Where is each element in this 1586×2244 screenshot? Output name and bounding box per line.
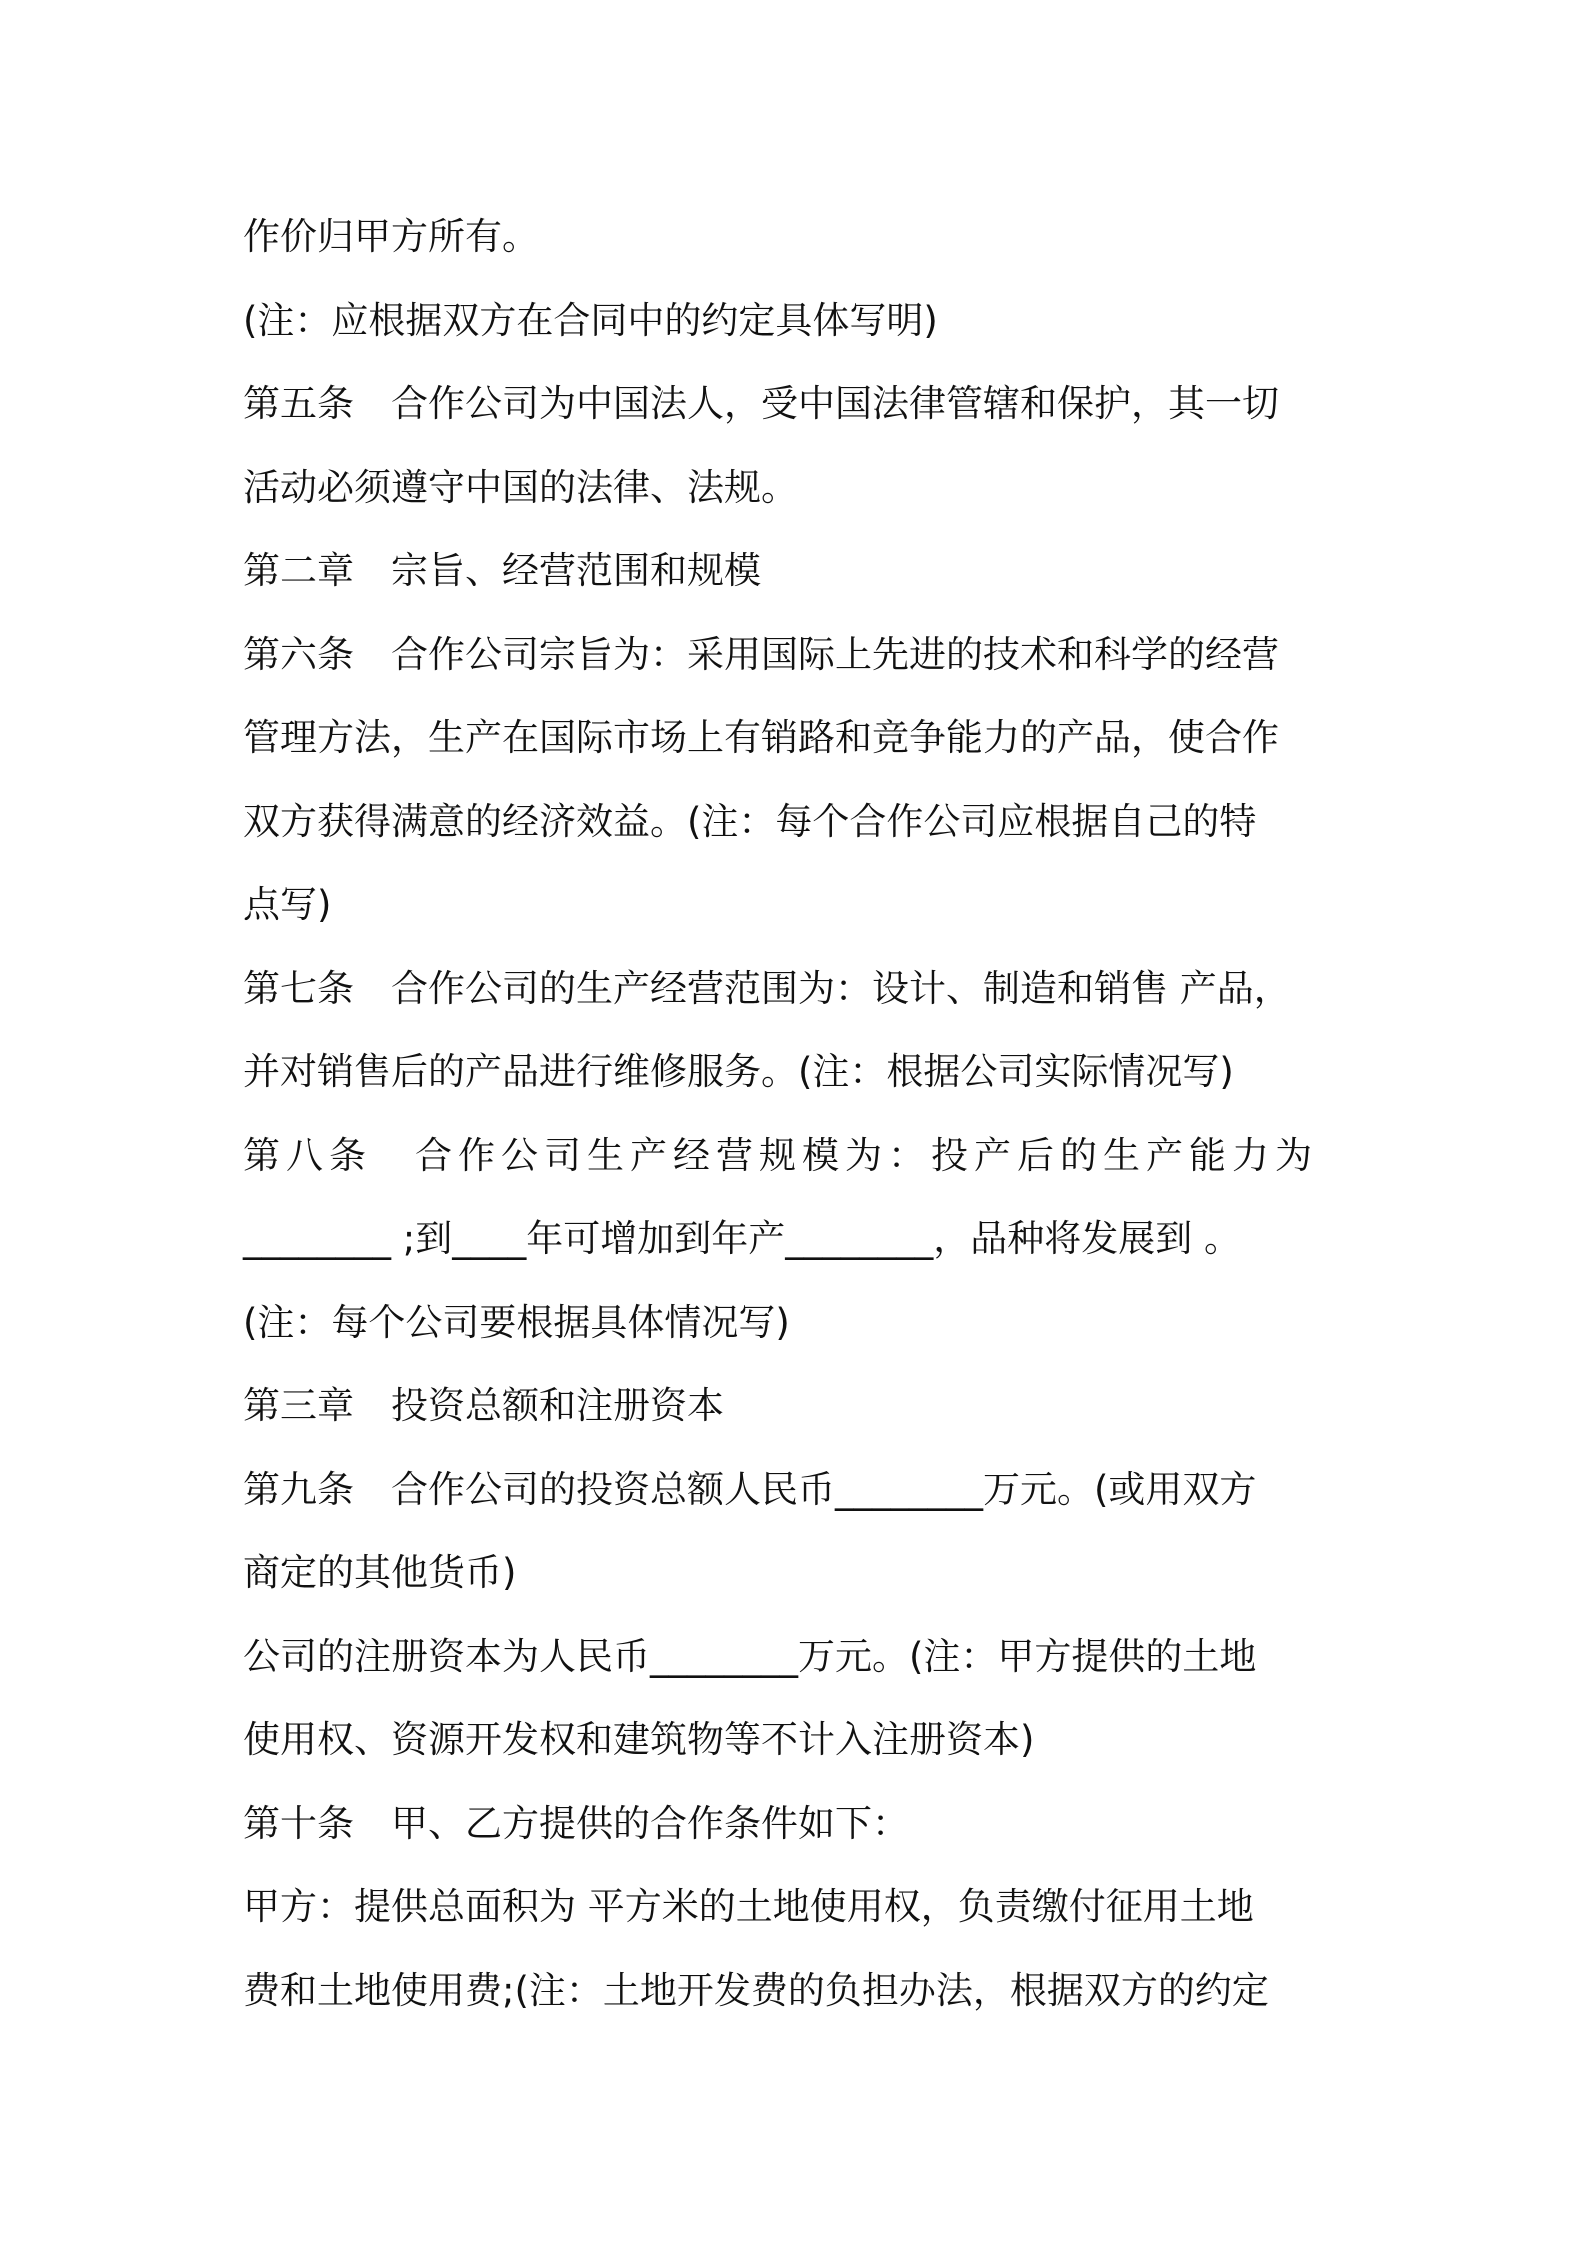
article-6-line: 第六条 合作公司宗旨为：采用国际上先进的技术和科学的经营 <box>243 632 1279 676</box>
article-7-line: 第七条 合作公司的生产经营范围为：设计、制造和销售 产品， <box>243 966 1291 1010</box>
note-line: (注：每个公司要根据具体情况写) <box>243 1300 790 1344</box>
party-a-line: 甲方：提供总面积为 平方米的土地使用权，负责缴付征用土地 <box>243 1885 1254 1928</box>
text-line: 作价归甲方所有。 <box>243 215 539 258</box>
article-10-line: 第十条 甲、乙方提供的合作条件如下： <box>243 1801 909 1845</box>
text-line: 费和土地使用费;(注：土地开发费的负担办法，根据双方的约定 <box>243 1968 1269 2012</box>
chapter-3-heading: 第三章 投资总额和注册资本 <box>243 1384 724 1427</box>
text-line: 管理方法，生产在国际市场上有销路和竞争能力的产品，使合作 <box>243 716 1279 759</box>
chapter-2-heading: 第二章 宗旨、经营范围和规模 <box>243 549 761 592</box>
registered-capital-line: 公司的注册资本为人民币________万元。(注：甲方提供的土地 <box>243 1634 1257 1678</box>
document-body <box>243 195 1353 2032</box>
text-line: 点写) <box>243 883 332 926</box>
article-8-line: 第八条 合作公司生产经营规模为：投产后的生产能力为 <box>243 1133 1318 1177</box>
note-line: (注：应根据双方在合同中的约定具体写明) <box>243 298 938 342</box>
blank-fill-line: ________ ;到____年可增加到年产________，品种将发展到 。 <box>243 1217 1241 1260</box>
text-line: 双方获得满意的经济效益。(注：每个合作公司应根据自己的特 <box>243 799 1257 843</box>
article-9-line: 第九条 合作公司的投资总额人民币________万元。(或用双方 <box>243 1467 1257 1511</box>
text-line: 活动必须遵守中国的法律、法规。 <box>243 465 798 509</box>
article-5-line: 第五条 合作公司为中国法人，受中国法律管辖和保护，其一切 <box>243 382 1279 425</box>
text-line: 使用权、资源开发权和建筑物等不计入注册资本) <box>243 1718 1035 1761</box>
text-line: 并对销售后的产品进行维修服务。(注：根据公司实际情况写) <box>243 1050 1234 1093</box>
text-line: 商定的其他货币) <box>243 1551 517 1594</box>
